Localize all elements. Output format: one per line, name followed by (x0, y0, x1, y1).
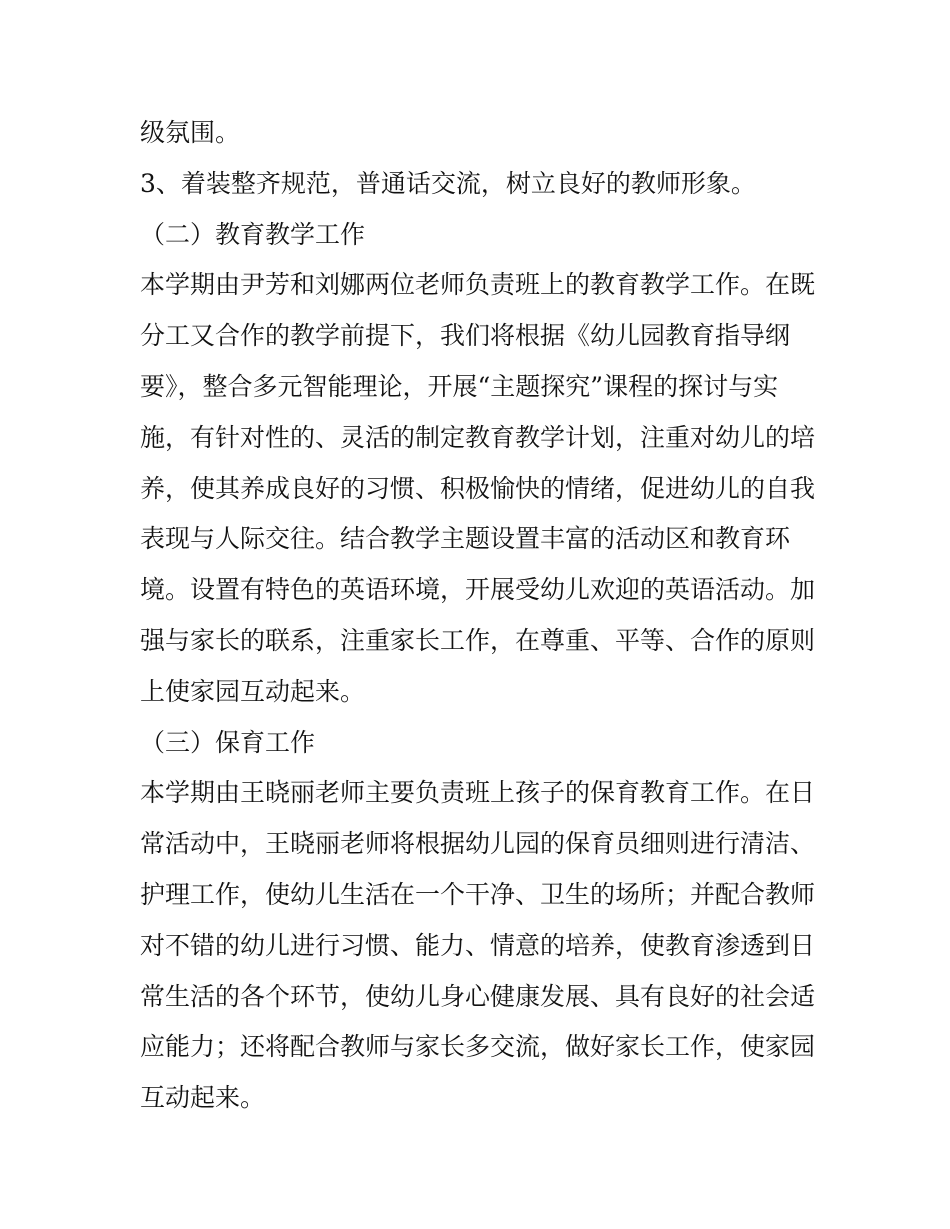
paragraph-line: 应能力；还将配合教师与家长多交流，做好家长工作，使家园 (140, 1032, 816, 1062)
paragraph-line: 养，使其养成良好的习惯、积极愉快的情绪，促进幼儿的自我 (140, 473, 816, 503)
document-body (140, 108, 820, 1124)
paragraph-line: 施，有针对性的、灵活的制定教育教学计划，注重对幼儿的培 (140, 422, 816, 452)
paragraph-line: 分工又合作的教学前提下，我们将根据《幼儿园教育指导纲 (140, 321, 791, 351)
paragraph-line: 常生活的各个环节，使幼儿身心健康发展、具有良好的社会适 (140, 981, 816, 1011)
paragraph-continuation-line: 级氛围。 (140, 118, 241, 147)
paragraph-line: 本学期由王晓丽老师主要负责班上孩子的保育教育工作。在日 (140, 778, 816, 808)
section-heading-care: （三）保育工作 (140, 727, 316, 757)
paragraph-line: 上使家园互动起来。 (140, 676, 366, 706)
paragraph-line: 护理工作，使幼儿生活在一个干净、卫生的场所；并配合教师 (140, 879, 816, 909)
paragraph-line: 对不错的幼儿进行习惯、能力、情意的培养，使教育渗透到日 (140, 930, 816, 960)
section-heading-education: （二）教育教学工作 (140, 219, 366, 249)
paragraph-line: 表现与人际交往。结合教学主题设置丰富的活动区和教育环 (140, 524, 791, 554)
paragraph-line: 境。设置有特色的英语环境，开展受幼儿欢迎的英语活动。加 (140, 575, 816, 605)
paragraph-line: 要》，整合多元智能理论，开展“主题探究”课程的探讨与实 (140, 371, 779, 401)
paragraph-line: 本学期由尹芳和刘娜两位老师负责班上的教育教学工作。在既 (140, 270, 816, 300)
paragraph-line: 常活动中，王晓丽老师将根据幼儿园的保育员细则进行清洁、 (140, 829, 816, 859)
paragraph-line: 互动起来。 (140, 1083, 266, 1113)
paragraph-line: 强与家长的联系，注重家长工作，在尊重、平等、合作的原则 (140, 625, 816, 655)
list-item-3: 3、着装整齐规范，普通话交流，树立良好的教师形象。 (140, 168, 756, 198)
